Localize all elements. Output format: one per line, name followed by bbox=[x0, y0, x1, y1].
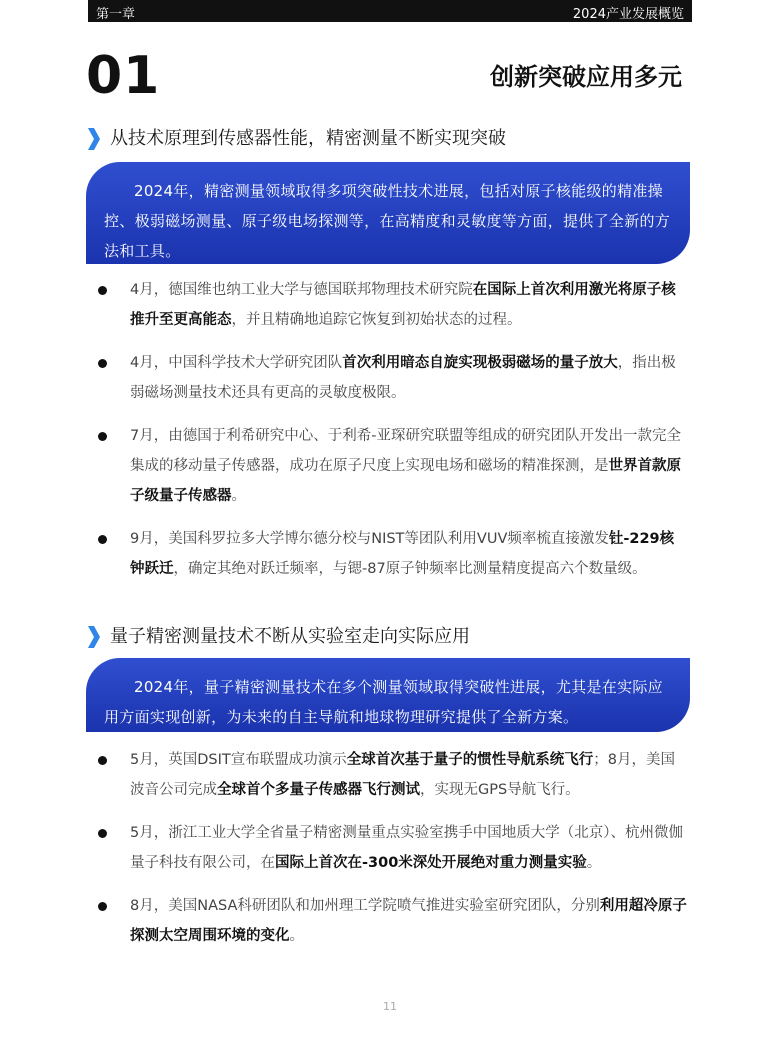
chapter-title: 创新突破应用多元 bbox=[490, 63, 682, 91]
list-item: 4月，德国维也纳工业大学与德国联邦物理技术研究院在国际上首次利用激光将原子核推升至更高能态，并且精确地追踪它恢复到初始状态的过程。 bbox=[96, 275, 688, 335]
bullet-list-1 bbox=[96, 275, 688, 597]
page-number: 11 bbox=[383, 1000, 397, 1013]
list-item: 4月，中国科学技术大学研究团队首次利用暗态自旋实现极弱磁场的量子放大，指出极弱磁场测量技术还具有更高的灵敏度极限。 bbox=[96, 348, 688, 408]
list-item: 5月，浙江工业大学全省量子精密测量重点实验室携手中国地质大学（北京）、杭州微伽量子科技有限公司，在国际上首次在-300米深处开展绝对重力测量实验。 bbox=[96, 818, 688, 878]
bullet-dot bbox=[98, 286, 107, 295]
section-heading-text: 从技术原理到传感器性能，精密测量不断实现突破 bbox=[110, 128, 506, 149]
report-title: 2024产业发展概览 bbox=[572, 7, 684, 22]
summary-text: 2024年，精密测量领域取得多项突破性技术进展，包括对原子核能级的精准操控、极弱磁场测量、原子级电场探测等，在高精度和灵敏度等方面，提供了全新的方法和工具。 bbox=[104, 182, 671, 260]
section-summary-box bbox=[86, 162, 690, 264]
list-item: 5月，英国DSIT宣布联盟成功演示全球首次基于量子的惯性导航系统飞行；8月，美国波音公司完成全球首个多量子传感器飞行测试，实现无GPS导航飞行。 bbox=[96, 745, 688, 805]
list-item: 7月，由德国于利希研究中心、于利希-亚琛研究联盟等组成的研究团队开发出一款完全集成的移动量子传感器，成功在原子尺度上实现电场和磁场的精准探测，是世界首款原子级量子传感器。 bbox=[96, 421, 688, 511]
bullet-dot bbox=[98, 359, 107, 368]
bullet-dot bbox=[98, 756, 107, 765]
chevron-right-icon bbox=[88, 128, 100, 150]
list-item: 9月，美国科罗拉多大学博尔德分校与NIST等团队利用VUV频率梳直接激发钍-229核钟跃迁，确定其绝对跃迁频率，与锶-87原子钟频率比测量精度提高六个数量级。 bbox=[96, 524, 688, 584]
bullet-dot bbox=[98, 432, 107, 441]
bullet-list-2 bbox=[96, 745, 688, 964]
chapter-label: 第一章 bbox=[96, 7, 136, 22]
chevron-right-icon bbox=[88, 626, 100, 648]
chapter-number: 01 bbox=[86, 46, 161, 106]
bullet-dot bbox=[98, 902, 107, 911]
section-heading-1 bbox=[88, 124, 506, 154]
bullet-dot bbox=[98, 535, 107, 544]
list-item: 8月，美国NASA科研团队和加州理工学院喷气推进实验室研究团队，分别利用超冷原子探测太空周围环境的变化。 bbox=[96, 891, 688, 951]
header-bar bbox=[88, 0, 692, 22]
section-heading-text: 量子精密测量技术不断从实验室走向实际应用 bbox=[110, 626, 470, 647]
section-heading-2 bbox=[88, 622, 470, 652]
summary-text: 2024年，量子精密测量技术在多个测量领域取得突破性进展，尤其是在实际应用方面实现创新，为未来的自主导航和地球物理研究提供了全新方案。 bbox=[104, 678, 663, 726]
bullet-dot bbox=[98, 829, 107, 838]
section-summary-box bbox=[86, 658, 690, 732]
